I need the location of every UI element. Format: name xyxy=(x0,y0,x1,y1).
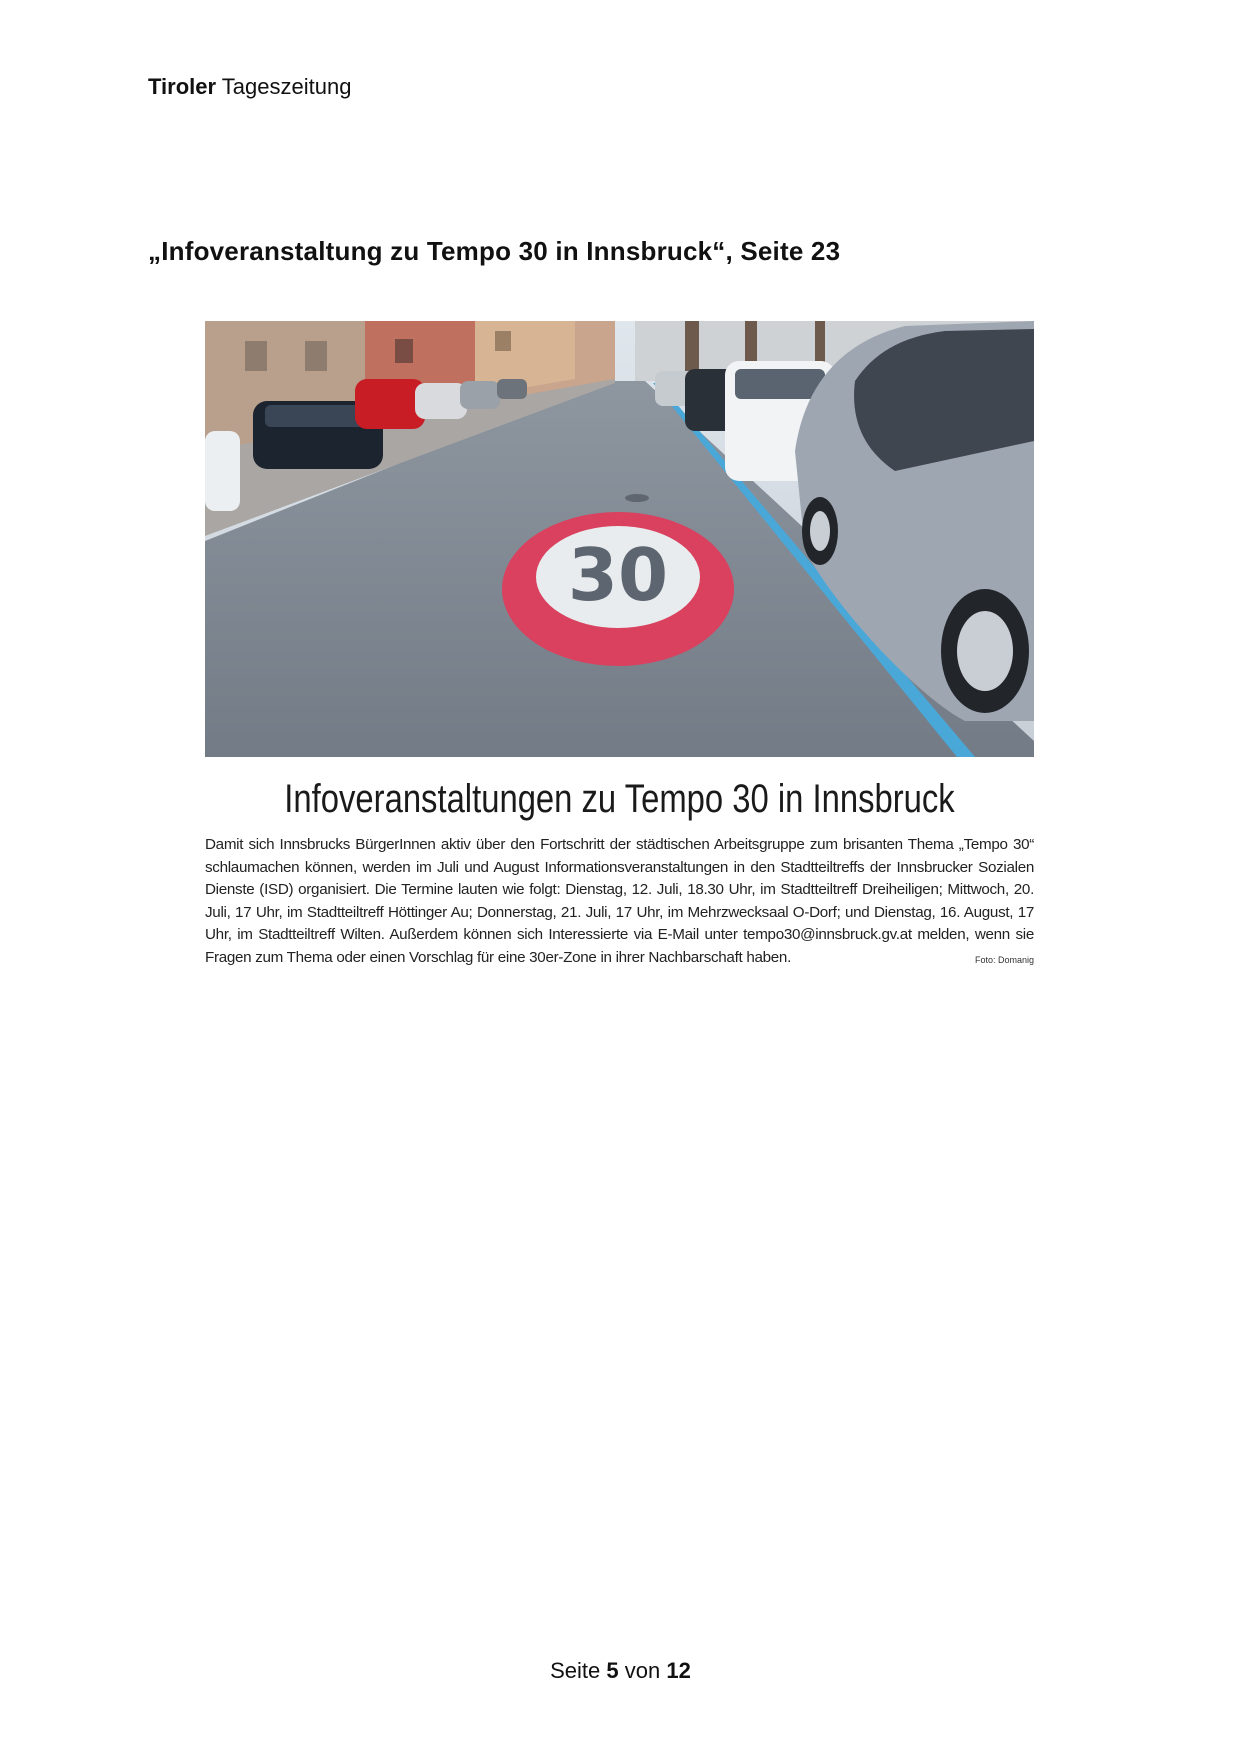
page-footer xyxy=(0,1658,1241,1684)
street-photo xyxy=(205,321,1034,757)
newspaper-clipping xyxy=(205,321,1034,965)
photo-credit: Foto: Domanig xyxy=(974,954,1034,965)
clipping-body: Damit sich Innsbrucks BürgerInnen aktiv über den Fortschritt der städtischen Arbeitsgruppe zum brisanten Thema „Tempo 30“ schlaumachen können, werden im Juli und August Informationsveranstaltungen in den Stadtteiltreffs der Innsbrucker Sozialen Dienste (ISD) organisiert. Die Termine lauten wie folgt: Dienstag, 12. Juli, 18.30 Uhr, im Stadtteiltreff Dreiheiligen; Mittwoch, 20. Juli, 17 Uhr, im Stadtteiltreff Höttinger Au; Donnerstag, 21. Juli, 17 Uhr, im Mehrzwecksaal O-Dorf; und Dienstag, 16. August, 17 Uhr, im Stadtteiltreff Wilten. Außerdem können sich Interessierte via E-Mail unter tempo30@innsbruck.gv.at melden, wenn sie Fragen zum Thema oder einen Vorschlag für eine 30er-Zone in ihrer Nachbarschaft haben. xyxy=(205,836,1034,966)
footer-prefix: Seite xyxy=(550,1658,601,1683)
current-page: 5 xyxy=(606,1658,619,1683)
footer-mid: von xyxy=(624,1658,661,1683)
publication-header xyxy=(148,74,351,100)
publication-name-bold: Tiroler xyxy=(148,74,217,99)
sign-number: 30 xyxy=(567,533,669,617)
article-title: „Infoveranstaltung zu Tempo 30 in Innsbruck“, Seite 23 xyxy=(148,236,841,266)
clipping-headline: Infoveranstaltungen zu Tempo 30 in Innsbruck xyxy=(284,777,955,821)
total-pages: 12 xyxy=(666,1658,691,1683)
publication-name-regular: Tageszeitung xyxy=(221,74,352,99)
